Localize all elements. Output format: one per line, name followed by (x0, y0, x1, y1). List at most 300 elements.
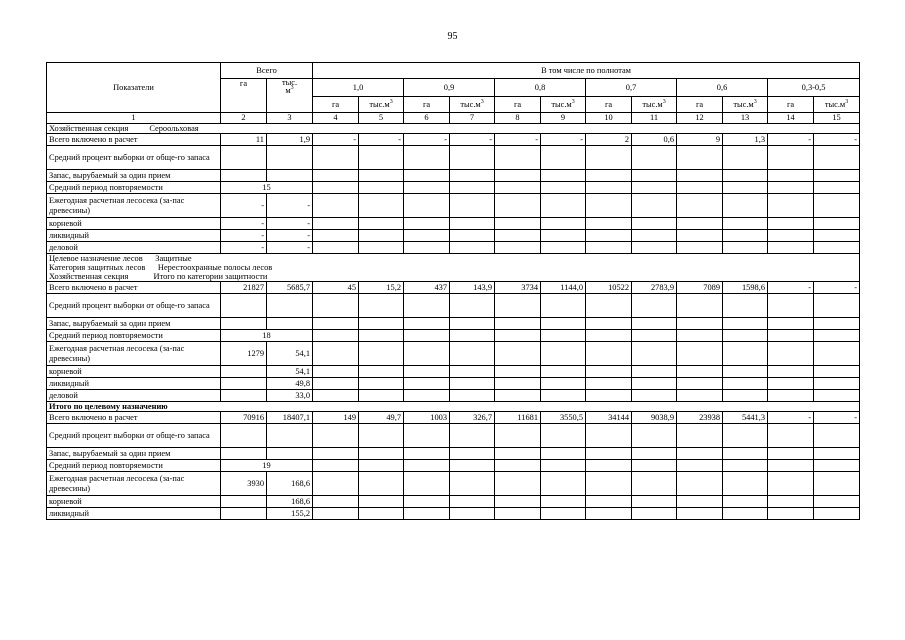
table-cell (450, 448, 495, 460)
table-cell (768, 294, 814, 318)
table-cell (359, 508, 404, 520)
table-row (47, 134, 860, 146)
table-cell (541, 424, 586, 448)
table-row (47, 366, 860, 378)
table-cell (267, 170, 313, 182)
table-cell (313, 424, 359, 448)
table-cell: 3550,5 (541, 412, 586, 424)
column-number: 9 (541, 113, 586, 124)
table-cell: - (267, 230, 313, 242)
table-cell (495, 230, 541, 242)
table-cell (359, 242, 404, 254)
table-cell (586, 170, 632, 182)
header-sub-thous-m3: $тыс.м^3$ (632, 97, 677, 113)
table-cell (495, 366, 541, 378)
table-cell (450, 460, 495, 472)
table-cell (768, 448, 814, 460)
table-cell (221, 294, 267, 318)
table-cell (632, 508, 677, 520)
table-cell: 2 (586, 134, 632, 146)
table-cell (359, 460, 404, 472)
table-cell (541, 472, 586, 496)
row-label: ликвидный (47, 508, 221, 520)
header-density: 1,0 (313, 79, 404, 97)
table-cell (541, 318, 586, 330)
table-cell (586, 146, 632, 170)
table-cell (586, 242, 632, 254)
table-cell (541, 390, 586, 402)
table-cell (677, 472, 723, 496)
header-sub-ha: га (495, 97, 541, 113)
table-cell (450, 496, 495, 508)
column-number: 13 (723, 113, 768, 124)
table-cell (267, 424, 313, 448)
table-cell (313, 146, 359, 170)
table-cell (495, 330, 541, 342)
forest-cutting-table (46, 62, 860, 520)
table-cell: - (495, 134, 541, 146)
table-cell (541, 496, 586, 508)
table-cell (723, 318, 768, 330)
table-cell (632, 230, 677, 242)
table-cell (723, 378, 768, 390)
table-cell (586, 366, 632, 378)
table-cell (632, 472, 677, 496)
repeat-period-value: 15 (221, 182, 313, 194)
table-cell (359, 294, 404, 318)
table-cell (313, 496, 359, 508)
table-cell (677, 330, 723, 342)
column-number: 10 (586, 113, 632, 124)
table-cell (359, 366, 404, 378)
table-cell (541, 218, 586, 230)
column-number: 4 (313, 113, 359, 124)
table-cell (768, 496, 814, 508)
row-label: ликвидный (47, 378, 221, 390)
table-cell (313, 318, 359, 330)
table-cell (768, 472, 814, 496)
table-cell (541, 378, 586, 390)
table-cell (495, 448, 541, 460)
table-row (47, 390, 860, 402)
column-number: 2 (221, 113, 267, 124)
table-cell: 149 (313, 412, 359, 424)
table-cell (450, 318, 495, 330)
table-cell (313, 378, 359, 390)
table-cell (723, 170, 768, 182)
table-cell (586, 182, 632, 194)
table-cell: 54,1 (267, 366, 313, 378)
column-number: 3 (267, 113, 313, 124)
table-cell (541, 242, 586, 254)
table-cell (814, 378, 860, 390)
table-cell (267, 448, 313, 460)
table-row (47, 508, 860, 520)
table-cell: 143,9 (450, 282, 495, 294)
table-cell (359, 448, 404, 460)
table-cell (450, 342, 495, 366)
table-row (47, 318, 860, 330)
column-number: 8 (495, 113, 541, 124)
table-cell (359, 318, 404, 330)
table-cell (814, 330, 860, 342)
table-cell (313, 390, 359, 402)
table-cell (221, 366, 267, 378)
table-cell (404, 318, 450, 330)
table-cell (404, 230, 450, 242)
table-cell (267, 318, 313, 330)
header-density: 0,7 (586, 79, 677, 97)
table-cell (267, 146, 313, 170)
table-cell (495, 508, 541, 520)
table-cell: 5441,3 (723, 412, 768, 424)
table-cell: 0,6 (632, 134, 677, 146)
table-cell (450, 194, 495, 218)
table-cell (723, 146, 768, 170)
table-row (47, 146, 860, 170)
table-cell (495, 218, 541, 230)
table-cell (450, 242, 495, 254)
table-cell (450, 424, 495, 448)
table-cell (632, 330, 677, 342)
table-cell (404, 242, 450, 254)
table-cell (359, 230, 404, 242)
table-cell (404, 182, 450, 194)
header-total: Всего (221, 63, 313, 79)
table-cell (632, 194, 677, 218)
table-cell (677, 242, 723, 254)
table-cell: 49,7 (359, 412, 404, 424)
table-cell: 1,3 (723, 134, 768, 146)
table-cell (768, 218, 814, 230)
table-cell (541, 194, 586, 218)
table-cell (495, 146, 541, 170)
table-cell (221, 424, 267, 448)
repeat-period-value: 19 (221, 460, 313, 472)
table-cell (450, 218, 495, 230)
table-cell: - (221, 230, 267, 242)
table-cell: 3734 (495, 282, 541, 294)
table-cell (313, 448, 359, 460)
table-cell (495, 472, 541, 496)
table-cell: 1279 (221, 342, 267, 366)
table-cell: - (359, 134, 404, 146)
table-cell (723, 182, 768, 194)
table-cell (450, 146, 495, 170)
table-row (47, 194, 860, 218)
table-cell (677, 230, 723, 242)
table-cell (632, 318, 677, 330)
table-cell (404, 448, 450, 460)
table-cell (814, 508, 860, 520)
table-cell (814, 472, 860, 496)
table-cell (450, 472, 495, 496)
table-row (47, 424, 860, 448)
header-density: 0,6 (677, 79, 768, 97)
header-in-that: В том числе по полнотам (313, 63, 860, 79)
row-label: Всего включено в расчет (47, 134, 221, 146)
table-cell (495, 170, 541, 182)
row-label: Ежегодная расчетная лесосека (за-пас древесины) (47, 194, 221, 218)
table-cell (359, 330, 404, 342)
table-cell: 45 (313, 282, 359, 294)
table-cell: 1144,0 (541, 282, 586, 294)
table-cell: 168,6 (267, 496, 313, 508)
table-cell (313, 460, 359, 472)
table-cell (723, 496, 768, 508)
table-cell (677, 146, 723, 170)
table-cell: 1598,6 (723, 282, 768, 294)
table-cell (723, 508, 768, 520)
table-cell: 49,8 (267, 378, 313, 390)
table-cell: 54,1 (267, 342, 313, 366)
header-sub-thous-m3: $тыс.м^3$ (359, 97, 404, 113)
table-cell: 11681 (495, 412, 541, 424)
section-label: Хозяйственная секция Сероольховая (47, 124, 860, 134)
row-label: Всего включено в расчет (47, 412, 221, 424)
table-cell (404, 342, 450, 366)
row-label: Средний период повторяемости (47, 460, 221, 472)
table-cell: 1,9 (267, 134, 313, 146)
row-label: Средний период повторяемости (47, 182, 221, 194)
table-cell (723, 472, 768, 496)
table-cell (768, 460, 814, 472)
header-density: 0,3-0,5 (768, 79, 860, 97)
table-cell: - (267, 242, 313, 254)
table-cell (632, 448, 677, 460)
table-cell (677, 170, 723, 182)
table-cell (313, 366, 359, 378)
table-row (47, 448, 860, 460)
table-row (47, 170, 860, 182)
table-cell: - (814, 412, 860, 424)
table-cell (632, 378, 677, 390)
row-label: корневой (47, 496, 221, 508)
table-cell (404, 294, 450, 318)
table-cell (359, 146, 404, 170)
table-cell (313, 230, 359, 242)
column-number: 6 (404, 113, 450, 124)
table-cell (541, 294, 586, 318)
table-cell (723, 230, 768, 242)
header-sub-thous-m3: $тыс.м^3$ (814, 97, 860, 113)
table-cell (768, 390, 814, 402)
table-cell (632, 390, 677, 402)
table-cell (677, 318, 723, 330)
table-cell: - (267, 194, 313, 218)
section-row (47, 254, 860, 282)
table-cell (768, 366, 814, 378)
table-cell: - (221, 218, 267, 230)
table-cell: - (768, 282, 814, 294)
table-cell (677, 496, 723, 508)
table-cell (677, 342, 723, 366)
table-cell (313, 330, 359, 342)
table-cell: 155,2 (267, 508, 313, 520)
table-cell (814, 146, 860, 170)
table-cell: 3930 (221, 472, 267, 496)
table-cell (677, 182, 723, 194)
table-cell (586, 448, 632, 460)
table-cell (495, 294, 541, 318)
table-cell (495, 318, 541, 330)
table-cell (313, 242, 359, 254)
column-number: 12 (677, 113, 723, 124)
table-cell (495, 242, 541, 254)
column-number: 7 (450, 113, 495, 124)
table-cell (313, 472, 359, 496)
row-label: Запас, вырубаемый за один прием (47, 318, 221, 330)
table-cell: 11 (221, 134, 267, 146)
header-sub-thous-m3: $тыс.м^3$ (723, 97, 768, 113)
table-cell (632, 496, 677, 508)
table-cell (768, 378, 814, 390)
section-row (47, 124, 860, 134)
header-density: 0,9 (404, 79, 495, 97)
table-cell: 168,6 (267, 472, 313, 496)
repeat-period-value: 18 (221, 330, 313, 342)
table-cell (541, 146, 586, 170)
column-number: 15 (814, 113, 860, 124)
table-cell (586, 390, 632, 402)
table-cell (450, 230, 495, 242)
table-cell (768, 424, 814, 448)
table-cell (221, 508, 267, 520)
section-label: Целевое назначение лесов Защитные Категория защитных лесов Нерестоохранные полосы лесов Хозяйственная секция Итого по категории защитности (47, 254, 860, 282)
table-cell: 7089 (677, 282, 723, 294)
table-cell (677, 294, 723, 318)
column-number: 11 (632, 113, 677, 124)
table-cell: 5685,7 (267, 282, 313, 294)
table-cell (404, 330, 450, 342)
table-cell (586, 424, 632, 448)
table-cell (541, 342, 586, 366)
table-cell (359, 424, 404, 448)
table-cell: 15,2 (359, 282, 404, 294)
table-cell (723, 330, 768, 342)
table-cell (586, 472, 632, 496)
table-cell (723, 342, 768, 366)
table-cell (404, 170, 450, 182)
table-cell (221, 318, 267, 330)
table-cell (768, 170, 814, 182)
table-cell (632, 170, 677, 182)
table-cell: 10522 (586, 282, 632, 294)
table-cell (632, 366, 677, 378)
table-cell: - (768, 412, 814, 424)
table-cell (450, 508, 495, 520)
table-cell (495, 496, 541, 508)
table-cell (404, 390, 450, 402)
table-cell (814, 294, 860, 318)
page-number: 95 (447, 31, 458, 42)
table-cell (632, 242, 677, 254)
table-cell: 9038,9 (632, 412, 677, 424)
table-cell (768, 230, 814, 242)
table-cell (768, 242, 814, 254)
table-cell (677, 424, 723, 448)
table-cell (404, 194, 450, 218)
table-row (47, 218, 860, 230)
table-cell (814, 496, 860, 508)
table-cell (221, 496, 267, 508)
table-cell (677, 390, 723, 402)
row-label: Средний период повторяемости (47, 330, 221, 342)
table-cell (677, 218, 723, 230)
table-cell (586, 378, 632, 390)
table-cell (359, 390, 404, 402)
table-cell (404, 218, 450, 230)
table-cell (632, 424, 677, 448)
row-label: Средний процент выборки от обще-го запаса (47, 146, 221, 170)
table-cell (586, 294, 632, 318)
row-label: корневой (47, 366, 221, 378)
table-cell (586, 460, 632, 472)
row-label: деловой (47, 242, 221, 254)
table-cell (450, 330, 495, 342)
table-cell (814, 366, 860, 378)
table-cell (768, 508, 814, 520)
row-label: деловой (47, 390, 221, 402)
row-label: Ежегодная расчетная лесосека (за-пас древесины) (47, 472, 221, 496)
table-cell (586, 218, 632, 230)
table-cell (313, 342, 359, 366)
table-cell (313, 170, 359, 182)
table-cell: - (541, 134, 586, 146)
table-cell (404, 472, 450, 496)
table-cell (814, 218, 860, 230)
header-sub-ha: га (313, 97, 359, 113)
table-cell (359, 378, 404, 390)
table-cell (677, 366, 723, 378)
table-cell (586, 330, 632, 342)
table-cell (450, 378, 495, 390)
table-cell: 1003 (404, 412, 450, 424)
row-label: Средний процент выборки от обще-го запаса (47, 294, 221, 318)
row-label: Запас, вырубаемый за один прием (47, 170, 221, 182)
table-cell (586, 194, 632, 218)
table-cell (814, 448, 860, 460)
table-cell (221, 448, 267, 460)
table-cell (359, 170, 404, 182)
row-label: ликвидный (47, 230, 221, 242)
table-cell (221, 146, 267, 170)
table-cell (359, 342, 404, 366)
table-cell (723, 424, 768, 448)
table-cell (723, 218, 768, 230)
table-cell (814, 390, 860, 402)
table-cell (495, 460, 541, 472)
table-cell (723, 390, 768, 402)
table-cell (359, 182, 404, 194)
table-cell (723, 242, 768, 254)
table-cell (450, 170, 495, 182)
table-row (47, 378, 860, 390)
header-sub-ha: га (586, 97, 632, 113)
table-cell (404, 424, 450, 448)
row-label: корневой (47, 218, 221, 230)
column-number: 5 (359, 113, 404, 124)
table-cell (814, 242, 860, 254)
table-cell (541, 366, 586, 378)
table-cell (814, 424, 860, 448)
table-cell: - (768, 134, 814, 146)
table-cell (768, 194, 814, 218)
table-cell (723, 294, 768, 318)
table-cell (359, 496, 404, 508)
table-cell (404, 146, 450, 170)
table-cell (541, 460, 586, 472)
